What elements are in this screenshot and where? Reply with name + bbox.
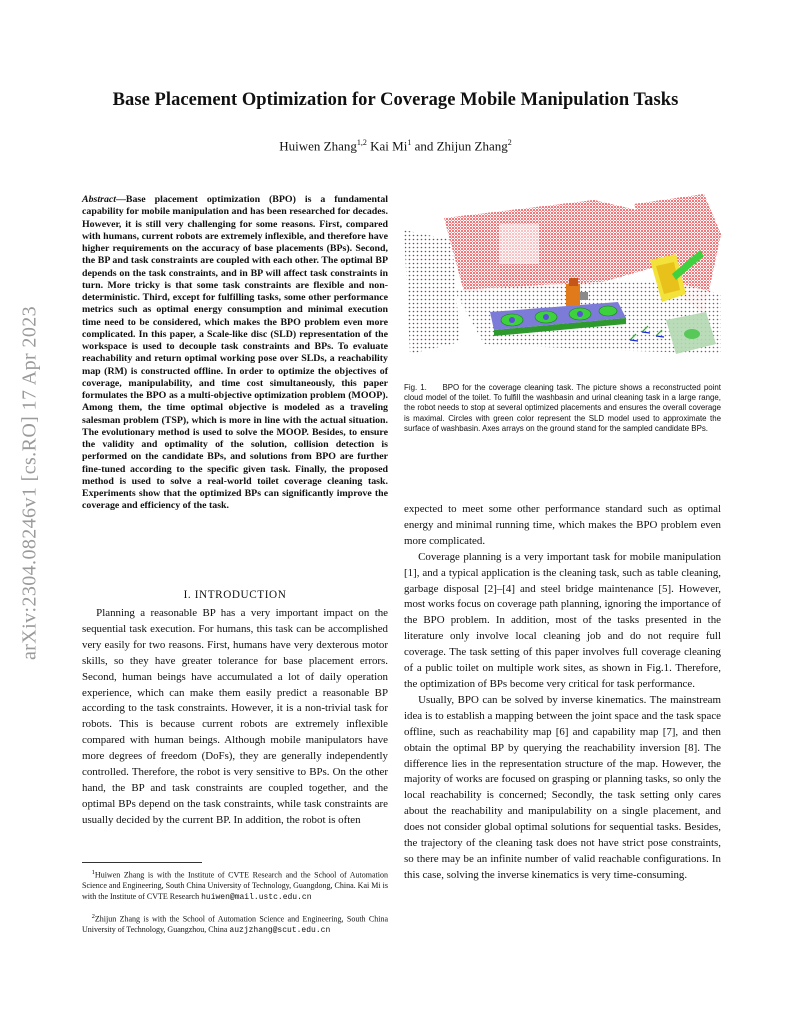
footnote-text: Huiwen Zhang is with the Institute of CVTE Research and the School of Automation Science and Engineering, South China University of Technology, Guangdong, China. Kai Mi is with the Institute of CVTE Research bbox=[82, 870, 388, 901]
abstract-body: Base placement optimization (BPO) is a fundamental capability for mobile manipulation and has been researched for decades. However, it is still very challenging for some reasons. First, compared with humans, current robots are extremely inflexible, and therefore have higher requirements on the accuracy of base placements (BPs). Second, the BP and task constraints are coupled with each other. The optimal BP depends on the task constraints, and in BP will affect task constraints in turn. More tricky is that some task constraints are flexible and non-deterministic. Third, except for fulfilling tasks, some other performance metrics such as optimal energy consumption and minimal execution time need to be considered, which makes the BPO problem even more complicated. In this paper, a Scale-like disc (SLD) representation of the workspace is used to decouple task constraints and BPs. To evaluate reachability and return optimal working pose over SLDs, a reachability map (RM) is constructed offline. In order to optimize the objectives of coverage, manipulability, and time cost simultaneously, this paper formulates the BPO as a multi-objective optimization problem (MOOP). Among them, the time optimal objective is modeled as a traveling salesman problem (TSP), which is more in line with the actual situation. The evolutionary method is used to solve the MOOP. Besides, to ensure the validity and optimality of the solution, collision detection is performed on the candidate BPs, and solutions from BPO are further fine-tuned according to the specific given task. Finally, the proposed method is used to solve a real-world toilet coverage cleaning task. Experiments show that the optimized BPs can significantly improve the coverage and efficiency of the task. bbox=[82, 194, 388, 512]
figure-caption bbox=[404, 383, 721, 434]
abstract-lead: Abstract bbox=[82, 194, 117, 205]
author-name: Zhijun Zhang bbox=[436, 138, 508, 154]
author-line bbox=[0, 138, 791, 154]
arxiv-stamp bbox=[14, 268, 46, 698]
paper-title: Base Placement Optimization for Coverage Mobile Manipulation Tasks bbox=[112, 90, 679, 110]
footnote-email: auzjzhang@scut.edu.cn bbox=[229, 926, 331, 936]
footnote-mark: 2 bbox=[91, 913, 95, 920]
author-name: Kai Mi bbox=[370, 138, 408, 154]
figure-point-cloud bbox=[404, 194, 721, 368]
paragraph: Planning a reasonable BP has a very important impact on the sequential task execution. For humans, this task can be accomplished very easily for two reasons. First, humans have very dexterous motor skills, so they have greater tolerance for base placement errors. Second, human beings have accumulated a lot of daily operation experience, which can make them easily predict a reasonable BP according to the task constraints. However, it is a non-trivial task for robots. This is because current robots are extremely inflexible compared with human beings. Although mobile manipulators have more degrees of freedom (DoFs), they are generally independently controlled. Therefore, the robot is very sensitive to BPs. On the other hand, the BP and task constraints are coupled together, and the optimal BPs depend on the task constraints, while task constraints are usually decided by the current BP. In addition, the robot is often bbox=[82, 607, 388, 826]
footnote-email: huiwen@mail.ustc.edu.cn bbox=[201, 892, 312, 902]
author-affiliation: 1 bbox=[407, 138, 412, 147]
caption-label: Fig. 1. bbox=[404, 383, 427, 392]
paragraph: expected to meet some other performance standard such as optimal energy and minimal running time, which makes the BPO problem even more complicated. bbox=[404, 503, 721, 547]
arxiv-id: arXiv:2304.08246v1 [cs.RO] 17 Apr 2023 bbox=[18, 305, 41, 661]
caption-text: BPO for the coverage cleaning task. The picture shows a reconstructed point cloud model of the toilet. To fulfill the washbasin and urinal cleaning task in a large range, the robot needs to stop at several optimized placements and ensures the overall coverage is maximal. Circles with green color represent the SLD model used to approximate the surface of washbasin. Axes arrays on the ground stand for the sampled candidate BPs. bbox=[404, 383, 721, 433]
section-heading: I. INTRODUCTION bbox=[183, 589, 287, 601]
paragraph: Usually, BPO can be solved by inverse kinematics. The mainstream idea is to establish a mapping between the joint space and the task space offline, such as reachability map [6] and capability map [7], and then obtain the optimal BP by querying the reachability inversion [8]. The difference lies in the representation structure of the map. However, the majority of works are focused on grasping or planning tasks, so only the local reachability is concerned; Secondly, the task setting only cares about the reachability and manipulability on a single placement, and does not consider global optimal solutions for sequential tasks. Besides, the trajectory of the cleaning task does not have strict pose constraints, so there may be an infinite number of valid reachable configurations. In this case, solving the inverse kinematics is very time-consuming. bbox=[404, 693, 721, 881]
author-affiliation: 2 bbox=[507, 138, 512, 147]
paragraph: Coverage planning is a very important task for mobile manipulation [1], and a typical application is the cleaning task, such as table cleaning, garbage disposal [2]–[4] and steel bridge maintenance [5]. However, most works focus on coverage path planning, ignoring the importance of the BPO problem. In addition, most of the tasks presented in the literature only involve local cleaning job and do not require full coverage. The task setting of this paper involves full coverage cleaning of a public toilet on multiple work sites, as shown in Fig.1. Therefore, the optimization of BPs become very critical for task performance. bbox=[404, 550, 721, 690]
author-affiliation: 1,2 bbox=[356, 138, 367, 147]
point-cloud-image bbox=[404, 194, 721, 368]
intro-right-column bbox=[404, 502, 721, 884]
footnote-text: Zhijun Zhang is with the School of Automation Science and Engineering, South China University of Technology, Guangzhou, China bbox=[82, 914, 388, 935]
abstract-dash: — bbox=[116, 194, 126, 205]
intro-left-column bbox=[82, 606, 388, 829]
author-separator: and bbox=[411, 138, 437, 154]
footnote-2 bbox=[82, 912, 388, 937]
footnote-mark: 1 bbox=[91, 869, 95, 876]
footnote-rule bbox=[82, 862, 202, 863]
footnote-1 bbox=[82, 868, 388, 903]
author-name: Huiwen Zhang bbox=[279, 138, 357, 154]
abstract bbox=[82, 194, 388, 513]
